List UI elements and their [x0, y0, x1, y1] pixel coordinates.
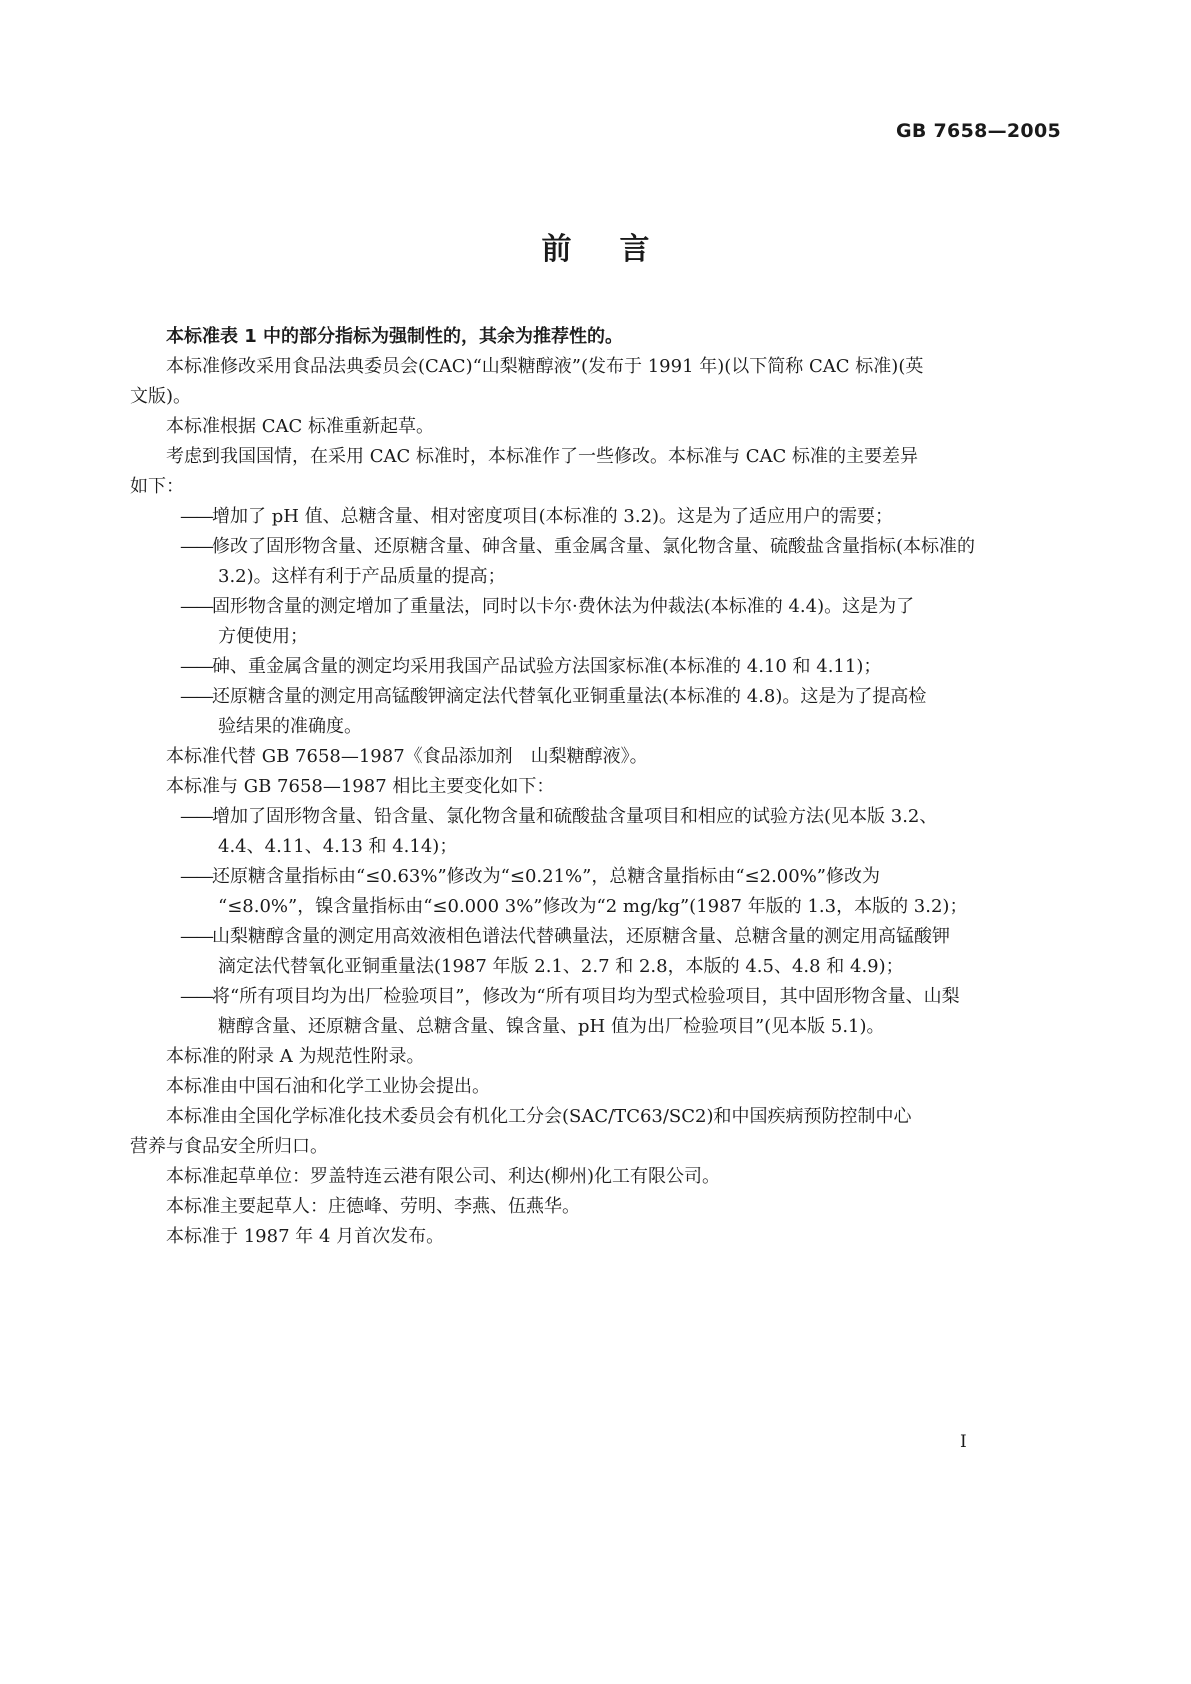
- list-item: [130, 652, 1068, 682]
- page-title: 前言: [541, 232, 698, 267]
- list-item-continuation: [130, 892, 1068, 922]
- line-text: 如下：: [130, 476, 184, 497]
- paragraph: [130, 442, 1068, 472]
- list-item-continuation: [130, 562, 1068, 592]
- line-text: 山梨糖醇含量的测定用高效液相色谱法代替碘量法，还原糖含量、总糖含量的测定用高锰酸钾: [212, 926, 950, 947]
- paragraph: [130, 772, 1068, 802]
- list-item: [130, 922, 1068, 952]
- line-text: 营养与食品安全所归口。: [130, 1136, 328, 1157]
- line-text: 固形物含量的测定增加了重量法，同时以卡尔·费休法为仲裁法(本标准的 4.4)。这是为了: [212, 596, 915, 617]
- document-id: GB 7658—2005: [895, 120, 1061, 142]
- list-item: [130, 502, 1068, 532]
- line-text: 修改了固形物含量、还原糖含量、砷含量、重金属含量、氯化物含量、硫酸盐含量指标(本标准的: [212, 536, 976, 557]
- line-text: 4.4、4.11、4.13 和 4.14)；: [218, 836, 458, 857]
- paragraph-continuation: [130, 472, 1068, 502]
- line-text: 本标准主要起草人：庄德峰、劳明、李燕、伍燕华。: [166, 1196, 580, 1217]
- list-item-continuation: [130, 622, 1068, 652]
- paragraph: [130, 352, 1068, 382]
- list-dash: ——: [180, 806, 212, 827]
- list-item: [130, 982, 1068, 1012]
- line-text: 还原糖含量指标由“≤0.63%”修改为“≤0.21%”，总糖含量指标由“≤2.00%”修改为: [212, 866, 881, 887]
- list-item: [130, 682, 1068, 712]
- line-text: 还原糖含量的测定用高锰酸钾滴定法代替氧化亚铜重量法(本标准的 4.8)。这是为了提高检: [212, 686, 927, 707]
- list-item-continuation: [130, 712, 1068, 742]
- paragraph: [130, 742, 1068, 772]
- list-dash: ——: [180, 596, 212, 617]
- line-text: 验结果的准确度。: [218, 716, 362, 737]
- line-text: 本标准修改采用食品法典委员会(CAC)“山梨糖醇液”(发布于 1991 年)(以下简称 CAC 标准)(英: [166, 356, 924, 377]
- paragraph-continuation: [130, 382, 1068, 412]
- line-text: 增加了 pH 值、总糖含量、相对密度项目(本标准的 3.2)。这是为了适应用户的需要；: [212, 506, 894, 527]
- paragraph: [130, 1072, 1068, 1102]
- line-text: 将“所有项目均为出厂检验项目”，修改为“所有项目均为型式检验项目，其中固形物含量、山梨: [212, 986, 960, 1007]
- paragraph: [130, 412, 1068, 442]
- paragraph: [130, 322, 1068, 352]
- list-item: [130, 862, 1068, 892]
- line-text: 方便使用；: [218, 626, 308, 647]
- line-text: 糖醇含量、还原糖含量、总糖含量、镍含量、pH 值为出厂检验项目”(见本版 5.1)。: [218, 1016, 885, 1037]
- list-item: [130, 802, 1068, 832]
- line-text: 本标准起草单位：罗盖特连云港有限公司、利达(柳州)化工有限公司。: [166, 1166, 721, 1187]
- list-dash: ——: [180, 866, 212, 887]
- list-dash: ——: [180, 686, 212, 707]
- list-dash: ——: [180, 536, 212, 557]
- paragraph: [130, 1042, 1068, 1072]
- line-text: 砷、重金属含量的测定均采用我国产品试验方法国家标准(本标准的 4.10 和 4.11)；: [212, 656, 882, 677]
- list-dash: ——: [180, 656, 212, 677]
- list-item-continuation: [130, 832, 1068, 862]
- list-item-continuation: [130, 1012, 1068, 1042]
- line-text: 考虑到我国国情，在采用 CAC 标准时，本标准作了一些修改。本标准与 CAC 标准的主要差异: [166, 446, 918, 467]
- paragraph: [130, 1162, 1068, 1192]
- list-dash: ——: [180, 506, 212, 527]
- line-text: 本标准由中国石油和化学工业协会提出。: [166, 1076, 490, 1097]
- line-text: 本标准的附录 A 为规范性附录。: [166, 1046, 425, 1067]
- line-text: 本标准根据 CAC 标准重新起草。: [166, 416, 434, 437]
- paragraph: [130, 1222, 1068, 1252]
- page-number: I: [960, 1432, 967, 1452]
- list-item: [130, 532, 1068, 562]
- line-text: 文版)。: [130, 386, 192, 407]
- line-text: 本标准代替 GB 7658—1987《食品添加剂 山梨糖醇液》。: [166, 746, 648, 767]
- line-text: 增加了固形物含量、铅含量、氯化物含量和硫酸盐含量项目和相应的试验方法(见本版 3.2、: [212, 806, 938, 827]
- list-dash: ——: [180, 986, 212, 1007]
- line-text: 滴定法代替氧化亚铜重量法(1987 年版 2.1、2.7 和 2.8，本版的 4.5、4.8 和 4.9)；: [218, 956, 904, 977]
- line-text: 本标准于 1987 年 4 月首次发布。: [166, 1226, 445, 1247]
- line-text: 本标准由全国化学标准化技术委员会有机化工分会(SAC/TC63/SC2)和中国疾病预防控制中心: [166, 1106, 912, 1127]
- line-text: 3.2)。这样有利于产品质量的提高；: [218, 566, 506, 587]
- line-text: 本标准与 GB 7658—1987 相比主要变化如下：: [166, 776, 555, 797]
- paragraph: [130, 1102, 1068, 1132]
- list-item: [130, 592, 1068, 622]
- foreword-body: [130, 322, 1068, 1252]
- line-text: “≤8.0%”，镍含量指标由“≤0.000 3%”修改为“2 mg/kg”(1987 年版的 1.3，本版的 3.2)；: [218, 896, 968, 917]
- list-item-continuation: [130, 952, 1068, 982]
- paragraph: [130, 1192, 1068, 1222]
- paragraph-continuation: [130, 1132, 1068, 1162]
- list-dash: ——: [180, 926, 212, 947]
- line-text: 本标准表 1 中的部分指标为强制性的，其余为推荐性的。: [166, 326, 624, 347]
